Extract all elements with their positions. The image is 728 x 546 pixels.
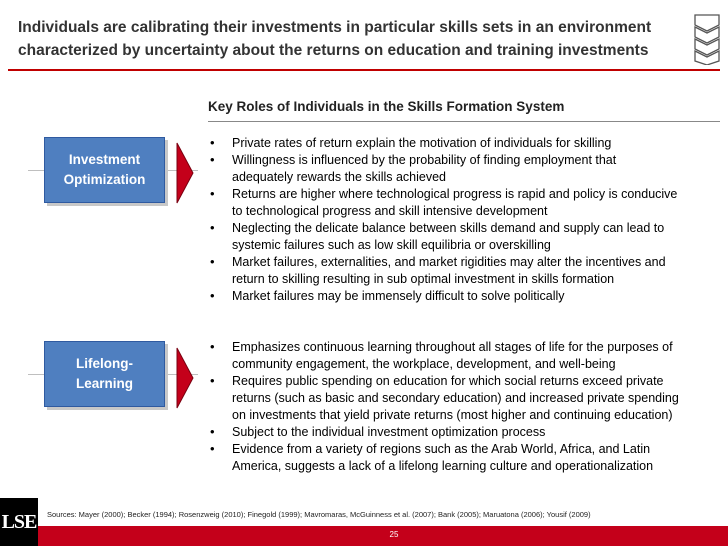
lifelong-bullet-list: [208, 339, 679, 475]
heading-underline: [208, 121, 720, 122]
bullet-line: • Returns are higher where technological progress is rapid and policy is conducive: [232, 187, 678, 201]
bullet-line: • Emphasizes continuous learning throughout all stages of life for the purposes of: [232, 340, 673, 354]
investment-optimization-box: [44, 137, 165, 203]
bullet-item: [208, 441, 679, 475]
investment-bullet-list: [208, 135, 677, 305]
bullet-line: adequately rewards the skills achieved: [232, 170, 447, 184]
bullet-line: • Willingness is influenced by the probability of finding employment that: [232, 153, 617, 167]
bullet-line: return to skilling resulting in sub optimal investment in skills formation: [232, 272, 615, 286]
slide-title: [18, 16, 678, 62]
bullet-line: • Market failures, externalities, and market rigidities may alter the incentives and: [232, 255, 666, 269]
page-number: 25: [389, 530, 399, 539]
bullet-item: [208, 424, 679, 441]
section-heading: Key Roles of Individuals in the Skills Formation System: [208, 99, 565, 114]
footer-bar: [0, 526, 728, 546]
chevron-right-icon: [176, 347, 194, 409]
bullet-item: [208, 373, 679, 424]
box-label-line-2: Optimization: [63, 172, 146, 187]
bullet-item: [208, 152, 677, 186]
chevron-right-icon: [176, 142, 194, 204]
bullet-line: • Market failures may be immensely difficult to solve politically: [232, 289, 565, 303]
bullet-line: America, suggests a lack of a lifelong learning culture and operationalization: [232, 459, 654, 473]
bullet-item: [208, 220, 677, 254]
lse-logo-text: LSE: [1, 510, 37, 533]
box-label-line-2: Learning: [75, 376, 133, 391]
bullet-line: • Evidence from a variety of regions such as the Arab World, Africa, and Latin: [232, 442, 651, 456]
bullet-line: on investments that yield private returns (most higher and continuing education): [232, 408, 673, 422]
bullet-item: [208, 339, 679, 373]
bullet-line: • Private rates of return explain the motivation of individuals for skilling: [232, 136, 612, 150]
slide-title-line-1: Individuals are calibrating their investments in particular skills sets in an environment: [18, 19, 652, 36]
bullet-line: • Neglecting the delicate balance between skills demand and supply can lead to: [232, 221, 665, 235]
bullet-line: • Subject to the individual investment optimization process: [232, 425, 546, 439]
box-label-line-1: Lifelong-: [76, 356, 133, 371]
stacked-pages-icon: [693, 13, 721, 65]
box-label-line-1: Investment: [68, 152, 141, 167]
title-divider: [8, 69, 720, 71]
bullet-line: to technological progress and skill intensive development: [232, 204, 548, 218]
slide-title-line-2: characterized by uncertainty about the returns on education and training investments: [18, 42, 649, 59]
bullet-item: [208, 254, 677, 288]
lse-logo: [0, 498, 38, 546]
bullet-item: [208, 288, 677, 305]
bullet-line: community engagement, the workplace, development, and well-being: [232, 357, 616, 371]
bullet-line: returns (such as basic and secondary education) and increased private spending: [232, 391, 679, 405]
bullet-line: systemic failures such as low skill equilibria or overskilling: [232, 238, 551, 252]
bullet-item: [208, 135, 677, 152]
bullet-item: [208, 186, 677, 220]
bullet-line: • Requires public spending on education for which social returns exceed private: [232, 374, 664, 388]
lifelong-learning-box: [44, 341, 165, 407]
sources-footnote: Sources: Mayer (2000); Becker (1994); Rosenzweig (2010); Finegold (1999); Mavromaras, McGuinness et al. (2007); Bank (2005); Maruatona (2006); Yousif (2009): [47, 510, 591, 519]
